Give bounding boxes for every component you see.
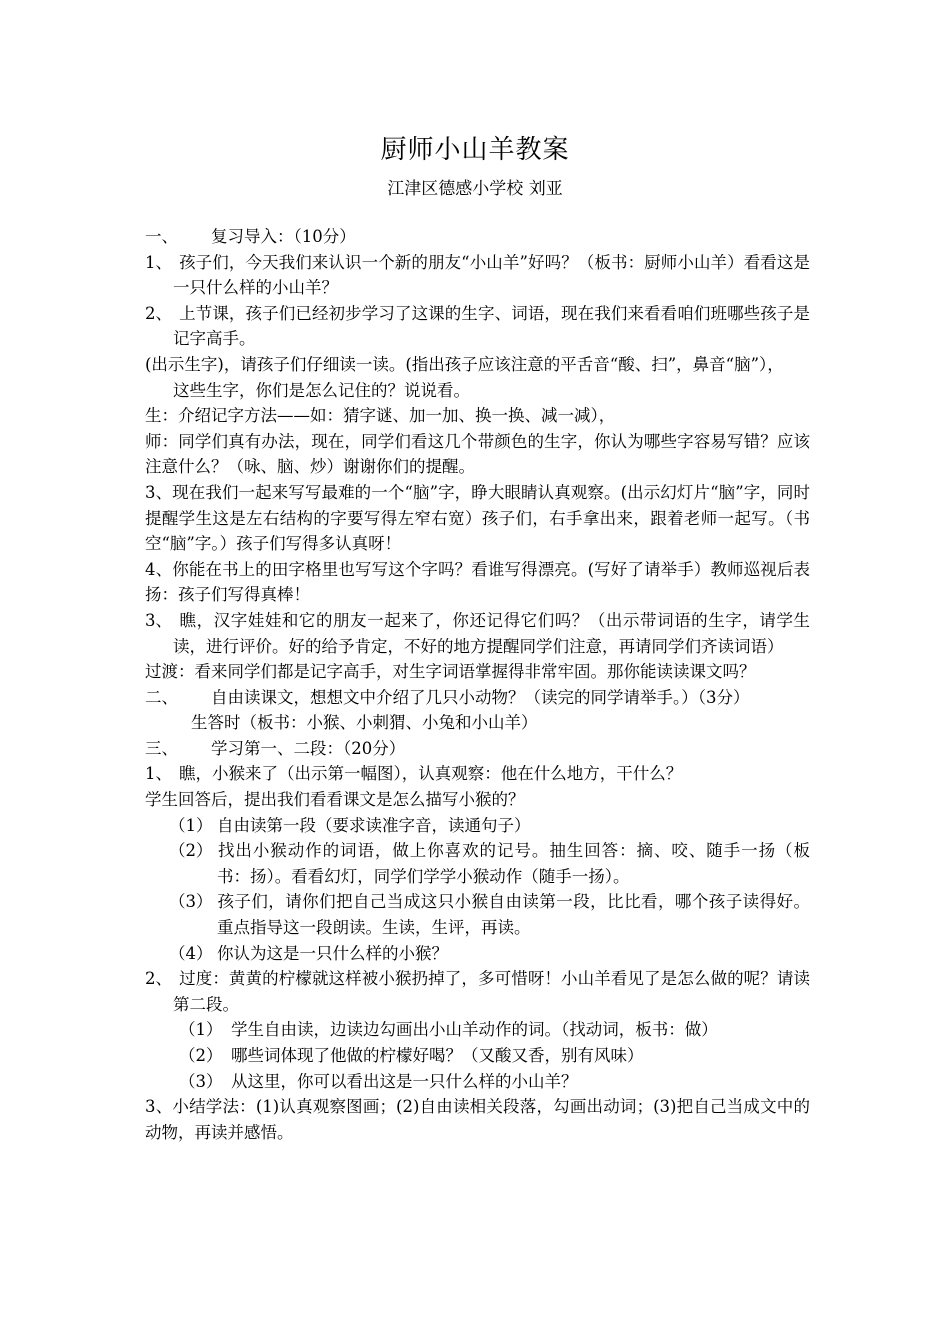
- paragraph-10: 过渡：看来同学们都是记字高手，对生字词语掌握得非常牢固。那你能读读课文吗？: [145, 662, 756, 682]
- section-heading-1: 一、 复习导入：（10分）: [145, 227, 356, 246]
- paragraph-14: 2、 过度：黄黄的柠檬就这样被小猴扔掉了，多可惜呀！小山羊看见了是怎么做的呢？请读第二段。: [145, 969, 810, 1014]
- document-body: [145, 224, 810, 1145]
- paragraph-7: 3、现在我们一起来写写最难的一个“脑”字，睁大眼睛认真观察。(出示幻灯片“脑”字，同时提醒学生这是左右结构的字要写得左窄右宽）孩子们，右手拿出来，跟着老师一起写。（书空“脑”字。）孩子们写得多认真呀！: [145, 482, 810, 554]
- paragraph-13: 学生回答后，提出我们看看课文是怎么描写小猴的？: [145, 790, 525, 810]
- list-item: （1） 学生自由读，边读边勾画出小山羊动作的词。（找动词，板书：做）: [179, 1020, 718, 1040]
- paragraph-4: 这些生字，你们是怎么记住的？说说看。: [173, 380, 470, 400]
- section-heading-3: 三、 学习第一、二段：（20分）: [145, 738, 406, 758]
- paragraph-6: 师：同学们真有办法，现在，同学们看这几个带颜色的生字，你认为哪些字容易写错？应该注意什么？（咏、脑、炒）谢谢你们的提醒。: [145, 431, 810, 477]
- paragraph-5: 生：介绍记字方法——如：猜字谜、加一加、换一换、减一减），: [145, 406, 616, 426]
- list-item: （2） 找出小猴动作的词语，做上你喜欢的记号。抽生回答：摘、咬、随手一扬（板书：扬）。看看幻灯，同学们学学小猴动作（随手一扬）。: [169, 841, 810, 886]
- paragraph-9: 3、 瞧，汉字娃娃和它的朋友一起来了，你还记得它们吗？（出示带词语的生字，请学生读，进行评价。好的给予肯定，不好的地方提醒同学们注意，再请同学们齐读词语）: [145, 610, 810, 656]
- list-item: （2） 哪些词体现了他做的柠檬好喝？（又酸又香，别有风味）: [179, 1046, 644, 1065]
- paragraph-1: 1、 孩子们，今天我们来认识一个新的朋友“小山羊”好吗？（板书：厨师小山羊）看看这是一只什么样的小山羊？: [145, 252, 810, 298]
- list-item: （4） 你认为这是一只什么样的小猴？: [169, 943, 448, 963]
- document-title: 厨师小山羊教案: [380, 135, 570, 165]
- list-item: （1） 自由读第一段（要求读准字音，读通句子）: [169, 815, 531, 835]
- list-item: （3） 从这里，你可以看出这是一只什么样的小山羊？: [179, 1071, 578, 1091]
- section-heading-2: 二、 自由读课文，想想文中介绍了几只小动物？（读完的同学请举手。）（3分）: [145, 687, 750, 707]
- paragraph-8: 4、你能在书上的田字格里也写写这个字吗？看谁写得漂亮。(写好了请举手）教师巡视后表扬：孩子们写得真棒！: [145, 559, 810, 605]
- list-item: （3） 孩子们，请你们把自己当成这只小猴自由读第一段，比比看，哪个孩子读得好。重点指导这一段朗读。生读，生评，再读。: [169, 892, 810, 938]
- paragraph-11: 生答时（板书：小猴、小刺猬、小兔和小山羊）: [191, 713, 538, 733]
- document-subtitle: 江津区德感小学校 刘亚: [387, 179, 563, 199]
- paragraph-2: 2、 上节课，孩子们已经初步学习了这课的生字、词语，现在我们来看看咱们班哪些孩子是记字高手。: [145, 303, 810, 349]
- paragraph-15: 3、小结学法：(1)认真观察图画；(2)自由读相关段落，勾画出动词；(3)把自己当成文中的动物，再读并感悟。: [145, 1097, 810, 1142]
- paragraph-12: 1、 瞧，小猴来了（出示第一幅图），认真观察：他在什么地方，干什么？: [145, 764, 683, 784]
- paragraph-3: (出示生字)，请孩子们仔细读一读。(指出孩子应该注意的平舌音“酸、扫”，鼻音“脑”），: [145, 354, 784, 374]
